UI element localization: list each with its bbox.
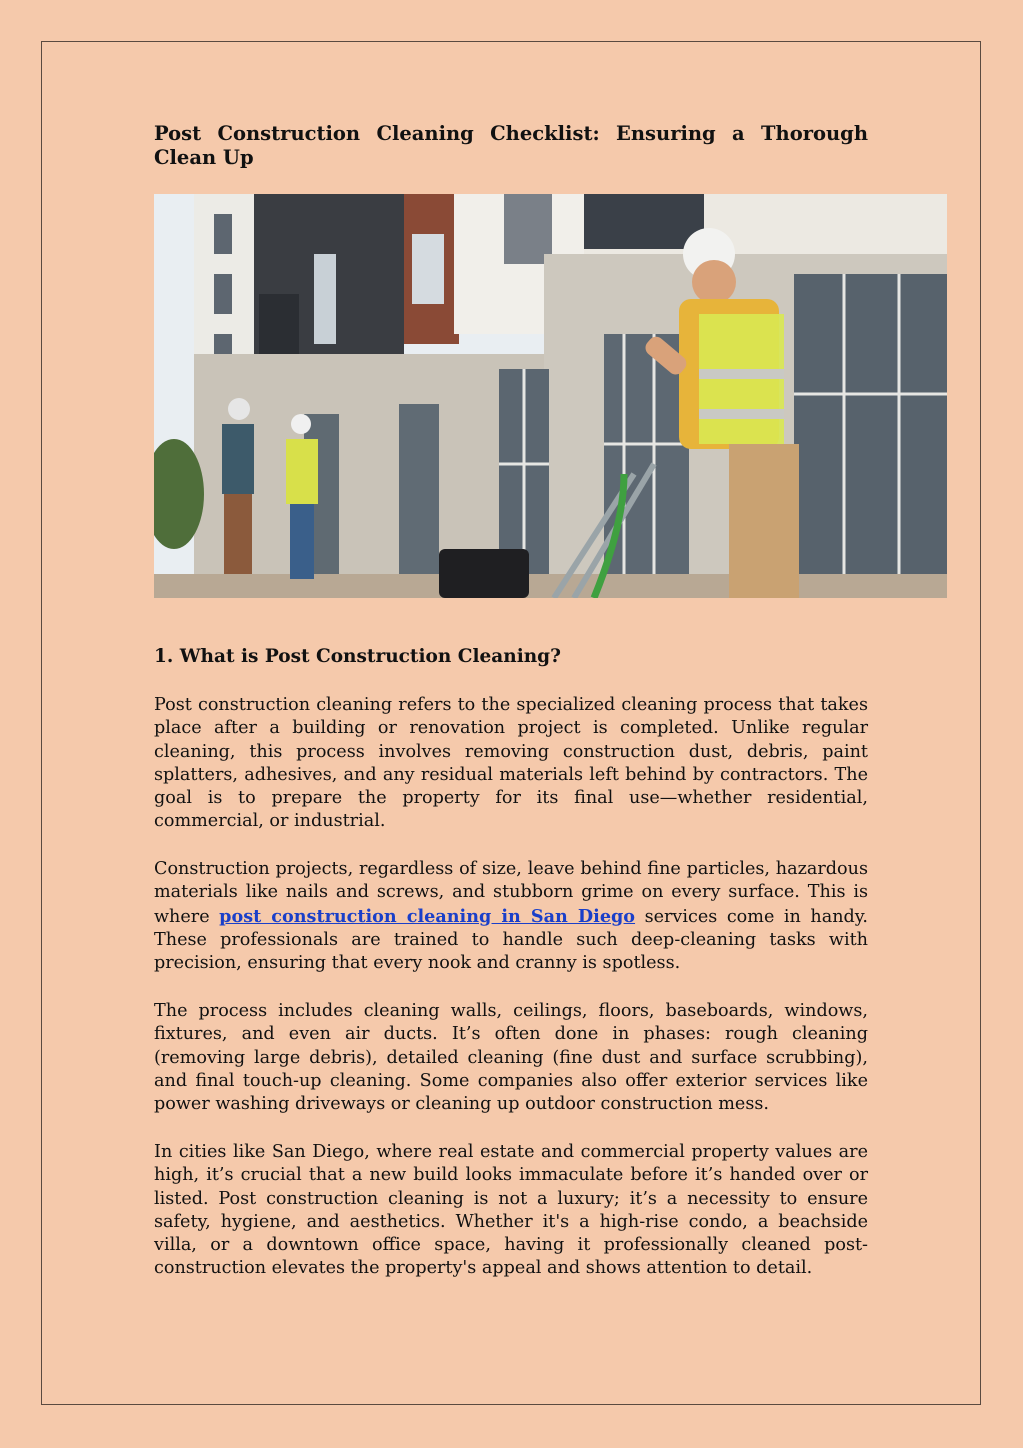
paragraph-2-text-before-link: Construction projects, regardless of size, leave behind fine particles, hazardous materials like nails and screws, and stubborn grime on every surface. This is where	[154, 859, 868, 927]
paragraph-2-text-after-link: services come in handy. These professionals are trained to handle such deep-cleaning tasks with precision, ensuring that every nook and cranny is spotless.	[154, 906, 868, 974]
construction-workers-photo	[154, 194, 947, 598]
section-heading: 1. What is Post Construction Cleaning?	[154, 646, 561, 667]
paragraph-2	[154, 858, 868, 975]
hero-image	[154, 194, 947, 598]
paragraph-3: The process includes cleaning walls, ceilings, floors, baseboards, windows, fixtures, and even air ducts. It’s often done in phases: rough cleaning (removing large debris), detailed cleaning (fine dust and surface scrubbing), and final touch-up cleaning. Some companies also offer exterior services like power washing driveways or cleaning up outdoor construction mess.	[154, 1001, 868, 1115]
paragraph-1: Post construction cleaning refers to the specialized cleaning process that takes place after a building or renovation project is completed. Unlike regular cleaning, this process involves removing construction dust, debris, paint splatters, adhesives, and any residual materials left behind by contractors. The goal is to prepare the property for its final use—whether residential, commercial, or industrial.	[154, 695, 868, 832]
document-title: Post Construction Cleaning Checklist: Ensuring a Thorough Clean Up	[154, 122, 868, 169]
paragraph-4: In cities like San Diego, where real estate and commercial property values are high, it’s crucial that a new build looks immaculate before it’s handed over or listed. Post construction cleaning is not a luxury; it’s a necessity to ensure safety, hygiene, and aesthetics. Whether it's a high-rise condo, a beachside villa, or a downtown office space, having it professionally cleaned post-construction elevates the property's appeal and shows attention to detail.	[154, 1142, 868, 1279]
san-diego-cleaning-link[interactable]: post construction cleaning in San Diego	[219, 905, 636, 927]
